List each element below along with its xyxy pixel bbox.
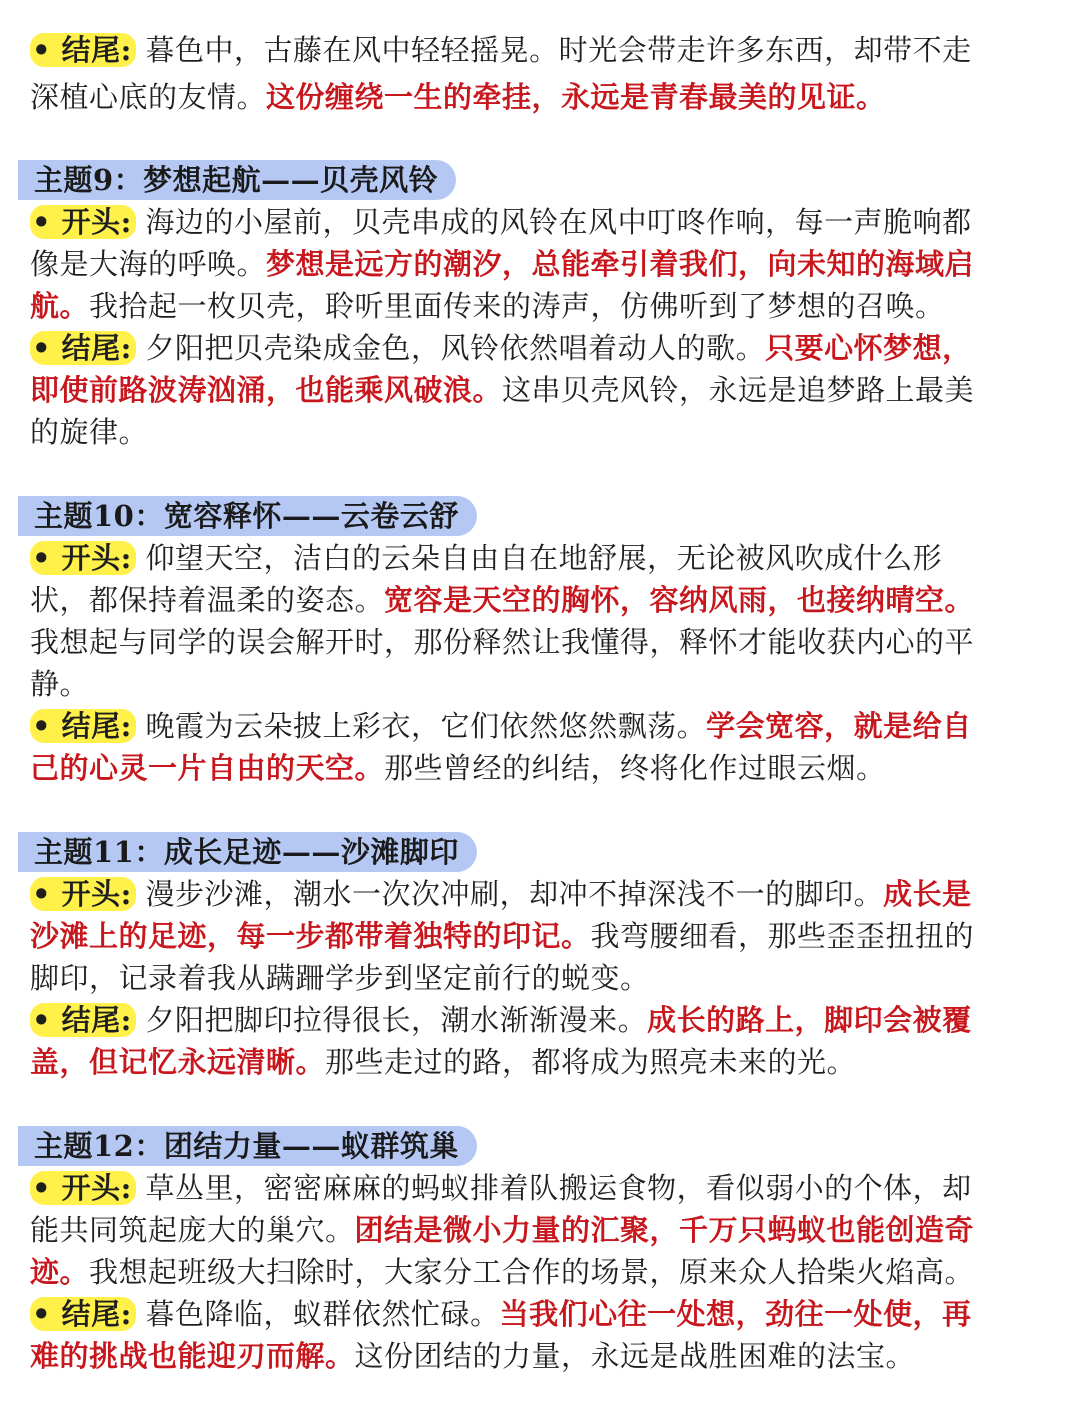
body-text: 状，都保持着温柔的姿态。 [30,583,385,617]
topic-12-title: 主题12：团结力量——蚁群筑巢 [18,1126,477,1166]
topic-9-line-5 [30,370,1060,412]
highlight-text: 己的心灵一片自由的天空。 [30,751,385,785]
topic-12-line-2 [30,1210,1060,1252]
body-text: 夕阳把脚印拉得很长，潮水渐渐漫来。 [135,1003,648,1037]
ending-tag: • 结尾: [30,33,136,67]
highlight-text: 成长是 [883,877,972,911]
topic-10-line-5 [30,706,1060,748]
body-text: 静。 [30,667,90,701]
topic-10-line-4 [30,664,1060,706]
ending-tag: • 结尾: [30,709,136,743]
body-text: 这份团结的力量，永远是战胜困难的法宝。 [354,1339,916,1373]
highlight-text: 即使前路波涛汹涌，也能乘风破浪。 [30,373,503,407]
topic-9-line-4 [30,328,1060,370]
highlight-text: 学会宽容，就是给自 [706,709,972,743]
topic-11-title: 主题11：成长足迹——沙滩脚印 [18,832,477,872]
topic-10-line-6 [30,748,1060,790]
body-text: 我想起班级大扫除时，大家分工合作的场景，原来众人拾柴火焰高。 [89,1255,975,1289]
topic-12-line-4 [30,1294,1060,1336]
topic-9-title: 主题9：梦想起航——贝壳风铃 [18,160,456,200]
highlight-text: 这份缠绕一生的牵挂，永远是青春最美的见证。 [266,80,886,114]
topic-12-line-5 [30,1336,1060,1378]
body-text: 这串贝壳风铃，永远是追梦路上最美 [502,373,975,407]
topic-12-line-3 [30,1252,1060,1294]
topic-10-line-1 [30,538,1060,580]
body-text: 晚霞为云朵披上彩衣，它们依然悠然飘荡。 [135,709,707,743]
opening-tag: • 开头: [30,541,136,575]
body-text: 像是大海的呼唤。 [30,247,267,281]
topic-11-line-4 [30,1000,1060,1042]
topic-11-line-2 [30,916,1060,958]
body-text: 那些走过的路，都将成为照亮未来的光。 [325,1045,857,1079]
body-text: 海边的小屋前，贝壳串成的风铃在风中叮咚作响，每一声脆响都 [135,205,972,239]
opening-tag: • 开头: [30,877,136,911]
topic-11-line-1 [30,874,1060,916]
topic-10-title: 主题10：宽容释怀——云卷云舒 [18,496,477,536]
topic-9-line-6 [30,412,1060,454]
ending-tag: • 结尾: [30,1003,136,1037]
body-text: 夕阳把贝壳染成金色，风铃依然唱着动人的歌。 [135,331,766,365]
body-text: 我拾起一枚贝壳，聆听里面传来的涛声，仿佛听到了梦想的召唤。 [89,289,945,323]
topic-12-line-1 [30,1168,1060,1210]
highlight-text: 宽容是天空的胸怀，容纳风雨，也接纳晴空。 [384,583,975,617]
topic-10-line-3 [30,622,1060,664]
highlight-text: 只要心怀梦想， [765,331,972,365]
body-text: 我想起与同学的误会解开时，那份释然让我懂得，释怀才能收获内心的平 [30,625,975,659]
highlight-text: 盖，但记忆永远清晰。 [30,1045,326,1079]
body-text: 暮色降临，蚁群依然忙碌。 [135,1297,500,1331]
body-text: 脚印，记录着我从蹒跚学步到坚定前行的蜕变。 [30,961,650,995]
body-text: 能共同筑起庞大的巢穴。 [30,1213,355,1247]
highlight-text: 航。 [30,289,90,323]
body-text: 的旋律。 [30,415,149,449]
body-text: 草丛里，密密麻麻的蚂蚁排着队搬运食物，看似弱小的个体，却 [135,1171,972,1205]
opening-tag: • 开头: [30,1171,136,1205]
body-text: 深植心底的友情。 [30,80,267,114]
body-text: 仰望天空，洁白的云朵自由自在地舒展，无论被风吹成什么形 [135,541,943,575]
topic-11-line-5 [30,1042,1060,1084]
topic-9-line-2 [30,244,1060,286]
topic-11-line-3 [30,958,1060,1000]
body-text: 那些曾经的纠结，终将化作过眼云烟。 [384,751,886,785]
intro-line-1 [30,30,1060,72]
topic-10-line-2 [30,580,1060,622]
body-text: 暮色中，古藤在风中轻轻摇晃。时光会带走许多东西，却带不走 [135,33,972,67]
highlight-text: 沙滩上的足迹，每一步都带着独特的印记。 [30,919,591,953]
highlight-text: 迹。 [30,1255,90,1289]
body-text: 漫步沙滩，潮水一次次冲刷，却冲不掉深浅不一的脚印。 [135,877,884,911]
highlight-text: 当我们心往一处想，劲往一处使，再 [499,1297,972,1331]
ending-tag: • 结尾: [30,1297,136,1331]
topic-9-line-3 [30,286,1060,328]
highlight-text: 梦想是远方的潮汐，总能牵引着我们，向未知的海域启 [266,247,975,281]
opening-tag: • 开头: [30,205,136,239]
highlight-text: 团结是微小力量的汇聚，千万只蚂蚁也能创造奇 [354,1213,975,1247]
body-text: 我弯腰细看，那些歪歪扭扭的 [590,919,975,953]
highlight-text: 成长的路上，脚印会被覆 [647,1003,972,1037]
highlight-text: 难的挑战也能迎刃而解。 [30,1339,355,1373]
ending-tag: • 结尾: [30,331,136,365]
topic-9-line-1 [30,202,1060,244]
intro-line-2 [30,77,1060,119]
